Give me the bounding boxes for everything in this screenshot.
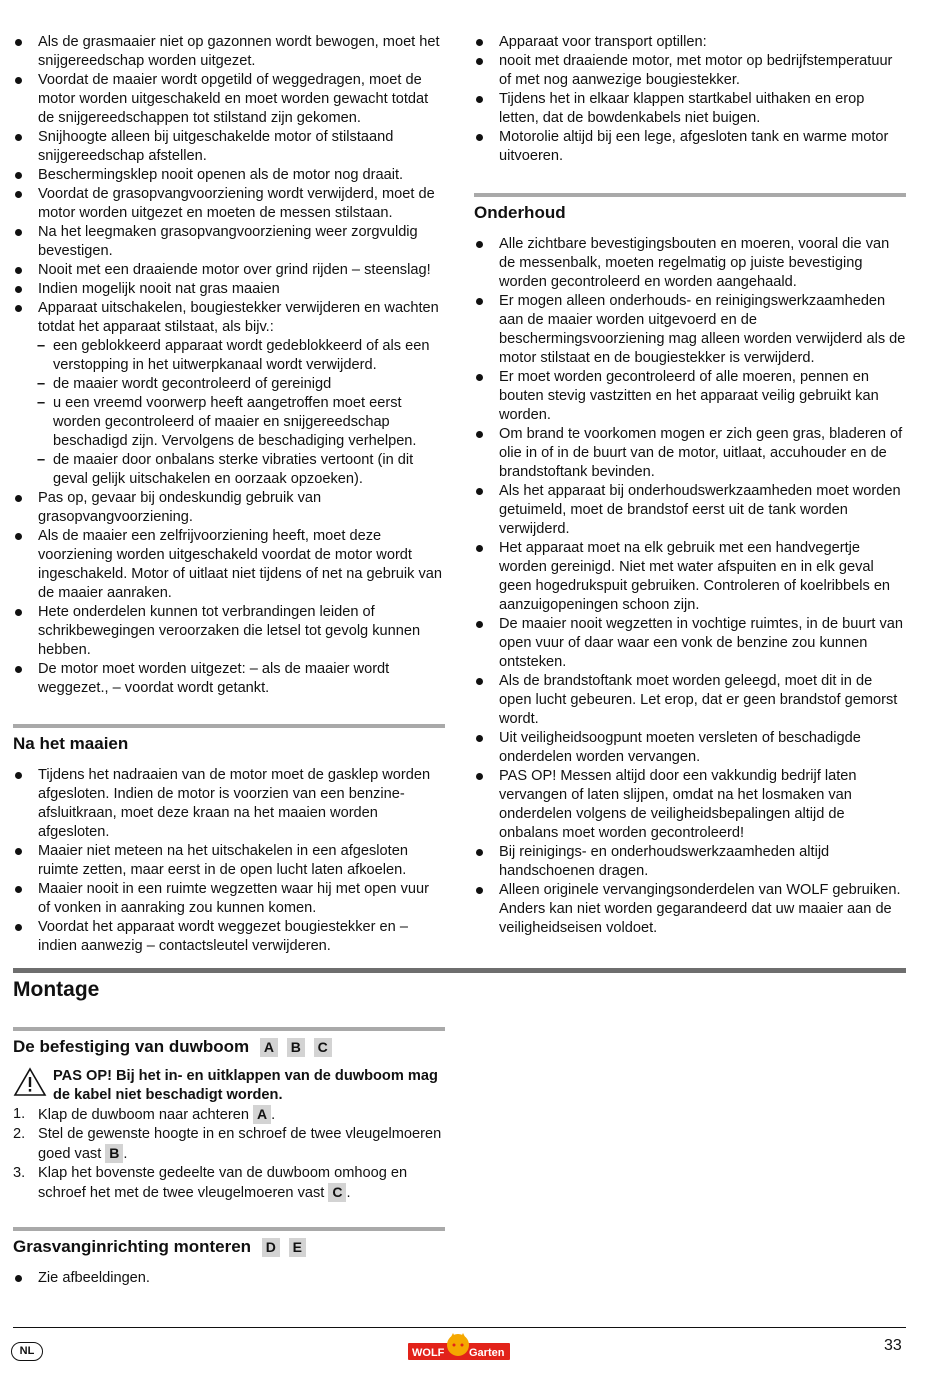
- list-item: nooit met draaiende motor, met motor op bedrijfstemperatuur of met nog aanwezige bougiestekker.: [474, 52, 906, 90]
- step-number: 1.: [13, 1106, 26, 1122]
- montage-title: Montage: [13, 978, 100, 1001]
- language-badge: NL: [11, 1342, 43, 1361]
- list-item: Maaier nooit in een ruimte wegzetten waar hij met open vuur of vonken in aanraking zou kunnen komen.: [13, 880, 445, 918]
- list-item: Apparaat voor transport optillen:: [474, 33, 906, 52]
- list-item: Alleen originele vervangingsonderdelen van WOLF gebruiken. Anders kan niet worden gegarandeerd dat uw maaier aan de veiligheidseisen voldoet.: [474, 881, 906, 938]
- list-item: Als het apparaat bij onderhoudswerkzaamheden moet worden getuimeld, moet de brandstof eerst uit de tank worden verwijderd.: [474, 482, 906, 539]
- list-item: Er mogen alleen onderhouds- en reinigingswerkzaamheden aan de maaier worden uitgevoerd en de beschermingsvoorziening mag alleen worden verwijderd als de motor stilstaat en de bougiestekker is verwijderd.: [474, 292, 906, 368]
- list-item: Apparaat uitschakelen, bougiestekker verwijderen en wachten totdat het apparaat stilstaat, als bijv.:: [13, 299, 445, 337]
- list-item: De motor moet worden uitgezet: – als de maaier wordt weggezet., – voordat wordt getankt.: [13, 660, 445, 698]
- step-item: [13, 1125, 445, 1164]
- list-item: Uit veiligheidsoogpunt moeten versleten of beschadigde onderdelen worden vervangen.: [474, 729, 906, 767]
- step-text: Stel de gewenste hoogte in en schroef de twee vleugelmoeren goed vast: [38, 1126, 442, 1162]
- step-item: [13, 1164, 445, 1203]
- grass-catcher-heading: [13, 1227, 445, 1257]
- list-item: Voordat de maaier wordt opgetild of weggedragen, moet de motor worden uitgeschakeld en moet worden gewacht totdat de snijgereedschappen tot stilstand zijn gekomen.: [13, 71, 445, 128]
- figure-ref: A: [253, 1105, 271, 1124]
- list-item: Er moet worden gecontroleerd of alle moeren, pennen en bouten stevig vastzitten en het apparaat veilig gebruikt kan worden.: [474, 368, 906, 425]
- list-item: Maaier niet meteen na het uitschakelen in een afgesloten ruimte zetten, maar eerst in de open lucht laten afkoelen.: [13, 842, 445, 880]
- list-item: Snijhoogte alleen bij uitgeschakelde motor of stilstaand snijgereedschap afstellen.: [13, 128, 445, 166]
- grass-catcher-heading-text: Grasvanginrichting monteren: [13, 1237, 252, 1256]
- sub-list-item: – een geblokkeerd apparaat wordt gedeblokkeerd of als een verstopping in het uitwerpkanaal wordt verwijderd.: [38, 337, 445, 375]
- list-item: Pas op, gevaar bij ondeskundig gebruik van grasopvangvoorziening.: [13, 489, 445, 527]
- handle-heading: [13, 1027, 445, 1057]
- list-item: Alle zichtbare bevestigingsbouten en moeren, vooral die van de messenbalk, moeten regelmatig op juiste bevestiging worden gecontroleerd en worden aangehaald.: [474, 235, 906, 292]
- maintenance-list: [474, 235, 906, 938]
- sub-list-item: – de maaier door onbalans sterke vibraties vertoont (in dit geval gelijk uitschakelen en oorzaak opzoeken).: [38, 451, 445, 489]
- list-item: Voordat het apparaat wordt weggezet bougiestekker en – indien aanwezig – contactsleutel verwijderen.: [13, 918, 445, 956]
- step-item: [13, 1105, 445, 1125]
- step-end: .: [123, 1146, 128, 1162]
- sub-list-item: – u een vreemd voorwerp heeft aangetroffen moet eerst worden gecontroleerd of maaier en snijgereedschap beschadigd zijn. Vervolgens de beschadiging verhelpen.: [38, 394, 445, 451]
- list-item: Als de grasmaaier niet op gazonnen wordt bewogen, moet het snijgereedschap worden uitgezet.: [13, 33, 445, 71]
- list-item: Zie afbeeldingen.: [13, 1269, 445, 1288]
- left-column: [13, 33, 445, 956]
- figure-ref: D: [262, 1238, 280, 1257]
- step-number: 3.: [13, 1165, 26, 1181]
- step-number: 2.: [13, 1126, 26, 1142]
- list-item: Indien mogelijk nooit nat gras maaien: [13, 280, 445, 299]
- logo-garten-text: Garten: [469, 1347, 505, 1359]
- warning-note: [13, 1067, 445, 1105]
- transport-list: [474, 33, 906, 166]
- maintenance-heading: Onderhoud: [474, 193, 906, 223]
- list-item: Hete onderdelen kunnen tot verbrandingen leiden of schrikbewegingen veroorzaken die letsel tot gevolg kunnen hebben.: [13, 603, 445, 660]
- sub-list-item: – de maaier wordt gecontroleerd of gereinigd: [38, 375, 445, 394]
- list-item: Na het leegmaken grasopvangvoorziening weer zorgvuldig bevestigen.: [13, 223, 445, 261]
- right-column: [474, 33, 906, 938]
- list-item: Tijdens het in elkaar klappen startkabel uithaken en erop letten, dat de bowdenkabels niet buigen.: [474, 90, 906, 128]
- list-item: Het apparaat moet na elk gebruik met een handvegertje worden gereinigd. Niet met water afspuiten en in elk geval geen hogedrukspuit gebruiken. Controleren of koelribbels en aanzuigopeningen schoon zijn.: [474, 539, 906, 615]
- handle-heading-text: De befestiging van duwboom: [13, 1037, 250, 1056]
- list-item: Voordat de grasopvangvoorziening wordt verwijderd, moet de motor worden uitgezet en moeten de messen stilstaan.: [13, 185, 445, 223]
- list-item: Beschermingsklep nooit openen als de motor nog draait.: [13, 166, 445, 185]
- figure-ref: B: [105, 1144, 123, 1163]
- figure-ref: B: [287, 1038, 305, 1057]
- step-text: Klap het bovenste gedeelte van de duwboom omhoog en schroef het met de twee vleugelmoeren vast: [38, 1165, 408, 1201]
- step-end: .: [346, 1185, 351, 1201]
- list-item: PAS OP! Messen altijd door een vakkundig bedrijf laten vervangen of laten slijpen, omdat na het losmaken van onderdelen volgens de veiligheidsbepalingen altijd de onbalans moet worden gecontroleerd!: [474, 767, 906, 843]
- handle-section: [13, 1027, 445, 1288]
- list-item: Motorolie altijd bij een lege, afgesloten tank en warme motor uitvoeren.: [474, 128, 906, 166]
- figure-ref: E: [289, 1238, 306, 1257]
- figure-ref: A: [260, 1038, 278, 1057]
- list-item: Nooit met een draaiende motor over grind rijden – steenslag!: [13, 261, 445, 280]
- list-item: De maaier nooit wegzetten in vochtige ruimtes, in de buurt van open vuur of daar waar een vonk de benzine zou kunnen ontsteken.: [474, 615, 906, 672]
- footer-rule: [13, 1327, 906, 1328]
- handle-steps: [13, 1105, 445, 1203]
- section-divider: [13, 968, 906, 973]
- after-mowing-list: [13, 766, 445, 956]
- safety-list-continued: [13, 489, 445, 698]
- list-item: Tijdens het nadraaien van de motor moet de gasklep worden afgesloten. Indien de motor is voorzien van een benzine-afsluitkraan, moet deze kraan na het maaien worden afgesloten.: [13, 766, 445, 842]
- list-item: Als de maaier een zelfrijvoorziening heeft, moet deze voorziening worden uitgeschakeld voordat de motor wordt ingeschakeld. Motor of uitlaat niet tijdens of net na gebruik van de maaier aanraken.: [13, 527, 445, 603]
- page-number: 33: [884, 1337, 902, 1354]
- logo-wolf-text: WOLF: [412, 1347, 445, 1359]
- sub-list: [13, 337, 445, 489]
- list-item: Bij reinigings- en onderhoudswerkzaamheden altijd handschoenen dragen.: [474, 843, 906, 881]
- wolf-garten-logo: [408, 1333, 510, 1361]
- warning-text: PAS OP! Bij het in- en uitklappen van de duwboom mag de kabel niet beschadigt worden.: [53, 1068, 438, 1103]
- list-item: Om brand te voorkomen mogen er zich geen gras, bladeren of olie in of in de buurt van de motor, uitlaat, accuhouder en de brandstoftank bevinden.: [474, 425, 906, 482]
- list-item: Als de brandstoftank moet worden geleegd, moet dit in de open lucht gebeuren. Let erop, dat er geen brandstof gemorst wordt.: [474, 672, 906, 729]
- figure-ref: C: [314, 1038, 332, 1057]
- step-text: Klap de duwboom naar achteren: [38, 1107, 249, 1123]
- step-end: .: [271, 1107, 276, 1123]
- figure-ref: C: [328, 1183, 346, 1202]
- safety-list: [13, 33, 445, 337]
- after-mowing-heading: Na het maaien: [13, 724, 445, 754]
- warning-icon: [13, 1067, 47, 1097]
- grass-catcher-list: [13, 1269, 445, 1288]
